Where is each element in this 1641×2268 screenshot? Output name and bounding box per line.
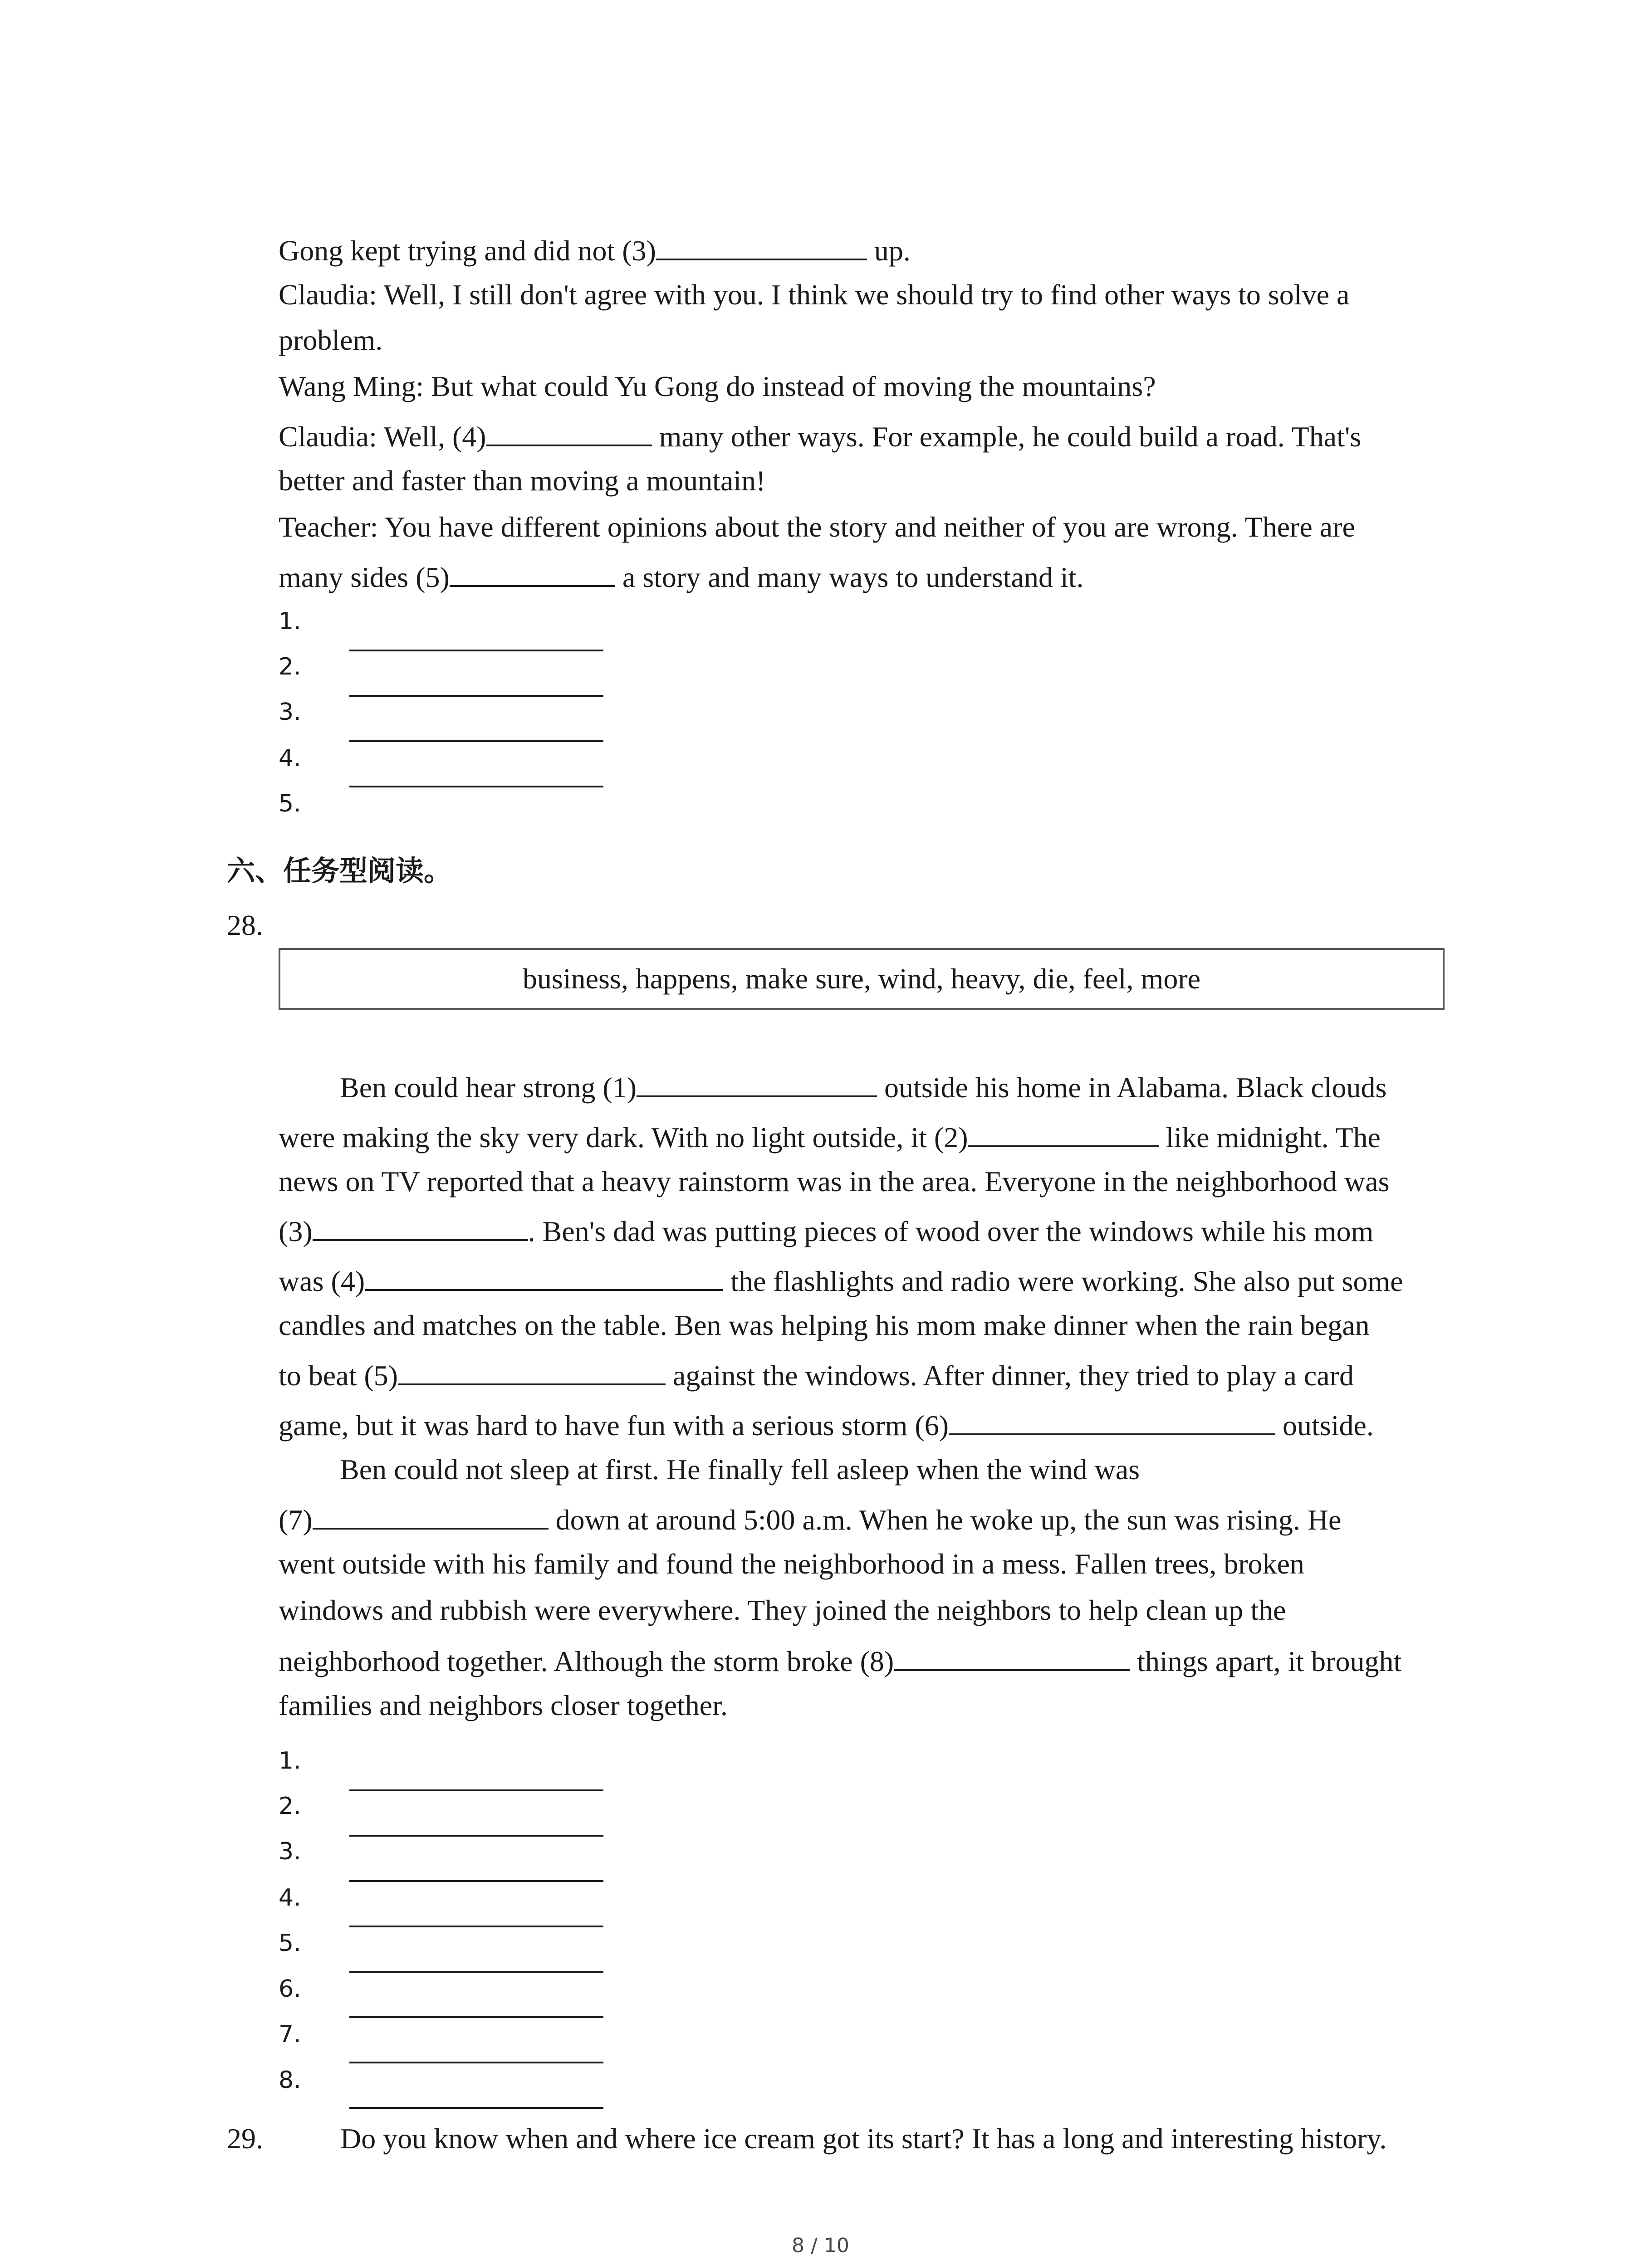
dialogue-line: Claudia: Well, I still don't agree with you. I think we should try to find other ways to solve a	[279, 279, 1350, 311]
text: down at around 5:00 a.m. When he woke up, the sun was rising. He	[548, 1504, 1342, 1536]
passage-line	[279, 1402, 1467, 1448]
text: like midnight. The	[1158, 1121, 1381, 1154]
text: outside his home in Alabama. Black clouds	[877, 1071, 1387, 1104]
question-text: Do you know when and where ice cream got its start? It has a long and interesting history.	[340, 2122, 1387, 2155]
text: things apart, it brought	[1130, 1645, 1402, 1677]
answer-line[interactable]	[349, 1789, 603, 1791]
fill-blank[interactable]	[313, 1496, 549, 1530]
answer-number: 5.	[279, 790, 301, 817]
text: to beat (5)	[279, 1359, 398, 1392]
passage-line	[279, 1114, 1467, 1160]
answer-number: 8.	[279, 2067, 301, 2094]
text: (7)	[279, 1504, 313, 1536]
answer-number: 4.	[279, 1884, 301, 1911]
text: were making the sky very dark. With no light outside, it (2)	[279, 1121, 968, 1154]
text: Gong kept trying and did not (3)	[279, 235, 656, 267]
answer-line[interactable]	[349, 1880, 603, 1882]
passage-line: went outside with his family and found the neighborhood in a mess. Fallen trees, broken	[279, 1548, 1304, 1580]
passage-line	[279, 1207, 1467, 1254]
fill-blank[interactable]	[656, 227, 867, 260]
answer-line[interactable]	[349, 1971, 603, 1973]
passage-line: Ben could not sleep at first. He finally fell asleep when the wind was	[340, 1453, 1140, 1486]
passage-line: news on TV reported that a heavy rainstorm was in the area. Everyone in the neighborhood was	[279, 1165, 1390, 1198]
word-box: business, happens, make sure, wind, heavy, die, feel, more	[279, 948, 1445, 1010]
fill-blank[interactable]	[637, 1064, 877, 1097]
answer-number: 3.	[279, 699, 301, 726]
answer-line[interactable]	[349, 650, 603, 651]
answer-line[interactable]	[349, 740, 603, 742]
dialogue-line	[279, 413, 1467, 459]
answer-number: 1.	[279, 608, 301, 635]
text: the flashlights and radio were working. She also put some	[723, 1265, 1403, 1297]
passage-line: families and neighbors closer together.	[279, 1689, 728, 1721]
fill-blank[interactable]	[894, 1637, 1130, 1671]
dialogue-line	[279, 553, 1467, 600]
answer-line[interactable]	[349, 1926, 603, 1927]
text: (3)	[279, 1215, 313, 1247]
answer-number: 1.	[279, 1747, 301, 1774]
answer-number: 2.	[279, 653, 301, 680]
answer-number: 3.	[279, 1838, 301, 1865]
text: against the windows. After dinner, they tried to play a card	[666, 1359, 1354, 1392]
text: . Ben's dad was putting pieces of wood over the windows while his mom	[528, 1215, 1374, 1247]
passage-line	[279, 1257, 1467, 1304]
fill-blank[interactable]	[486, 413, 652, 446]
dialogue-line: better and faster than moving a mountain!	[279, 464, 766, 497]
section-title: 六、任务型阅读。	[227, 854, 452, 887]
text: game, but it was hard to have fun with a serious storm (6)	[279, 1409, 949, 1442]
text: neighborhood together. Although the storm broke (8)	[279, 1645, 894, 1677]
fill-blank[interactable]	[968, 1114, 1159, 1147]
fill-blank[interactable]	[949, 1402, 1275, 1435]
answer-number: 4.	[279, 745, 301, 772]
text: was (4)	[279, 1265, 365, 1297]
fill-blank[interactable]	[365, 1257, 723, 1291]
dialogue-line: Wang Ming: But what could Yu Gong do instead of moving the mountains?	[279, 370, 1156, 402]
passage-line: candles and matches on the table. Ben was helping his mom make dinner when the rain began	[279, 1309, 1370, 1341]
passage-line	[279, 1496, 1467, 1543]
text: Ben could hear strong (1)	[340, 1071, 637, 1104]
text: Claudia: Well, (4)	[279, 420, 486, 453]
page-number: 8 / 10	[792, 2234, 849, 2257]
answer-number: 7.	[279, 2021, 301, 2048]
passage-line	[279, 1637, 1467, 1684]
text: many sides (5)	[279, 561, 450, 593]
dialogue-line: problem.	[279, 324, 383, 356]
answer-number: 5.	[279, 1930, 301, 1957]
answer-line[interactable]	[349, 695, 603, 697]
text: a story and many ways to understand it.	[615, 561, 1084, 593]
fill-blank[interactable]	[450, 553, 615, 587]
answer-number: 6.	[279, 1975, 301, 2003]
answer-number: 2.	[279, 1793, 301, 1820]
answer-line[interactable]	[349, 1835, 603, 1837]
answer-line[interactable]	[349, 2062, 603, 2063]
question-number: 29.	[227, 2122, 263, 2155]
fill-blank[interactable]	[313, 1207, 528, 1241]
text: many other ways. For example, he could build a road. That's	[652, 420, 1362, 453]
passage-line: windows and rubbish were everywhere. They joined the neighbors to help clean up the	[279, 1594, 1286, 1626]
dialogue-line: Teacher: You have different opinions about the story and neither of you are wrong. There are	[279, 511, 1355, 543]
answer-line[interactable]	[349, 786, 603, 787]
answer-line[interactable]	[349, 2016, 603, 2018]
dialogue-line	[279, 227, 1467, 274]
answer-line[interactable]	[349, 2107, 603, 2109]
text: outside.	[1275, 1409, 1374, 1442]
fill-blank[interactable]	[398, 1352, 666, 1385]
text: up.	[867, 235, 911, 267]
passage-line	[279, 1352, 1467, 1398]
question-number: 28.	[227, 909, 263, 941]
passage-line	[279, 1064, 1528, 1110]
